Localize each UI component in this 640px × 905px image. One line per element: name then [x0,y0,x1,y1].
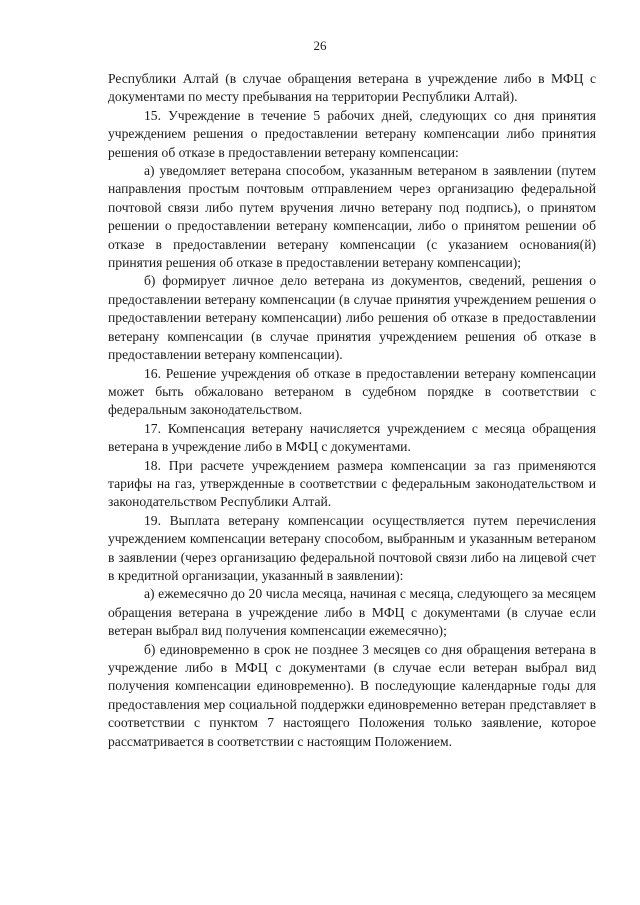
paragraph-item-19b: б) единовременно в срок не позднее 3 месяцев со дня обращения ветерана в учреждение либо в МФЦ с документами (в случае если ветеран выбрал вид получения компенсации единовременно). В последующие календарные годы для предоставления мер социальной поддержки единовременно ветеран представляет в соответствии с пунктом 7 настоящего Положения только заявление, которое рассматривается в соответствии с настоящим Положением. [108,641,596,749]
page-number: 26 [313,38,327,53]
paragraph-item-16: 16. Решение учреждения об отказе в предоставлении ветерану компенсации может быть обжаловано ветераном в судебном порядке в соответствии с федеральным законодательством. [108,365,596,418]
paragraph-item-18: 18. При расчете учреждением размера компенсации за газ применяются тарифы на газ, утвержденные в соответствии с федеральным законодательством и законодательством Республики Алтай. [108,457,596,510]
document-body [108,70,596,751]
paragraph-item-17: 17. Компенсация ветерану начисляется учреждением с месяца обращения ветерана в учреждение либо в МФЦ с документами. [108,420,596,455]
paragraph-item-15a: а) уведомляет ветерана способом, указанным ветераном в заявлении (путем направления простым почтовым отправлением через организацию федеральной почтовой связи либо путем вручения лично ветерану под подпись), о принятом решении о предоставлении ветерану компенсации, либо о принятом решении об отказе в предоставлении ветерану компенсации (с указанием основания(й) принятия решения об отказе в предоставлении ветерану компенсации); [108,163,596,271]
paragraph-item-15: 15. Учреждение в течение 5 рабочих дней, следующих со дня принятия учреждением решения о предоставлении ветерану компенсации либо принятия решения об отказе в предоставлении ветерану компенсации: [108,107,596,160]
paragraph-item-15b: б) формирует личное дело ветерана из документов, сведений, решения о предоставлении ветерану компенсации (в случае принятия учреждением решения о предоставлении ветерану компенсации) либо решения об отказе в предоставлении ветерану компенсации (в случае принятия учреждением решения об отказе в предоставлении ветерану компенсации). [108,273,596,363]
paragraph-item-19: 19. Выплата ветерану компенсации осуществляется путем перечисления учреждением компенсации ветерану способом, выбранным и указанным ветераном в заявлении (через организацию федеральной почтовой связи либо на лицевой счет в кредитной организации, указанный в заявлении): [108,512,596,583]
paragraph-item-19a: а) ежемесячно до 20 числа месяца, начиная с месяца, следующего за месяцем обращения ветерана в учреждение либо в МФЦ с документами (в случае если ветеран выбрал вид получения компенсации ежемесячно); [108,586,596,639]
paragraph-continuation: Республики Алтай (в случае обращения ветерана в учреждение либо в МФЦ с документами по месту пребывания на территории Республики Алтай). [108,71,596,105]
